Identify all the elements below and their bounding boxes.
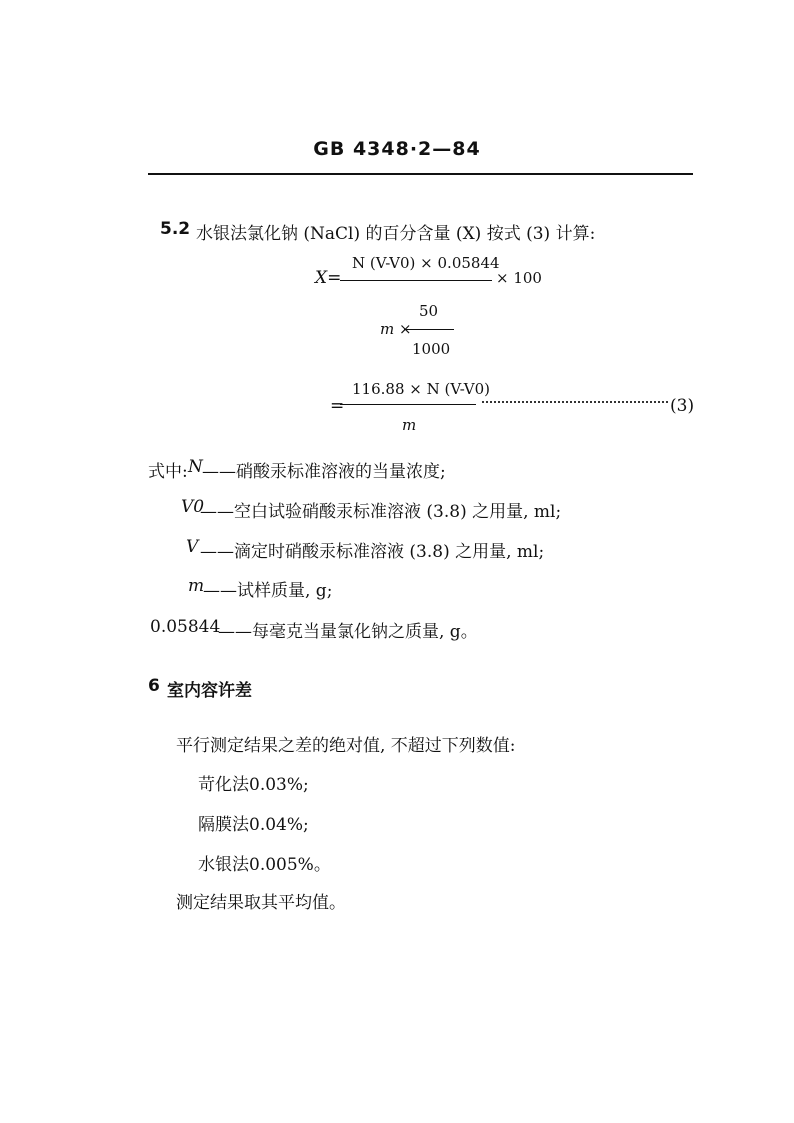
header-rule <box>148 173 693 175</box>
tolerance-item-diaphragm: 隔膜法0.04%; <box>198 815 309 835</box>
legend-text-n: ——硝酸汞标准溶液的当量浓度; <box>202 462 446 482</box>
section-6-title: 室内容许差 <box>167 681 252 701</box>
fraction-line-2 <box>340 404 476 405</box>
fraction-line-main <box>340 280 492 281</box>
legend-symbol-const: 0.05844 <box>150 617 221 637</box>
legend-symbol-n: N <box>188 457 203 477</box>
legend-text-const: ——每毫克当量氯化钠之质量, g。 <box>218 622 478 642</box>
section-6-number: 6 <box>148 676 160 696</box>
equation-number: (3) <box>670 396 695 416</box>
fraction-line-sub <box>404 329 454 330</box>
legend-symbol-m: m <box>188 576 205 596</box>
formula-lhs: X= <box>315 268 342 288</box>
formula-sub-numerator: 50 <box>419 302 439 320</box>
formula-numerator-2: 116.88 × N (V-V0) <box>352 380 490 398</box>
section-number: 5.2 <box>160 219 191 239</box>
formula-equals: = <box>330 396 345 416</box>
legend-symbol-v: V <box>186 537 199 557</box>
tolerance-item-mercury: 水银法0.005%。 <box>198 855 331 875</box>
formula-denominator-prefix: m × <box>380 320 412 338</box>
legend-intro: 式中: <box>148 462 188 482</box>
leader-dots <box>482 401 668 403</box>
legend-text-m: ——试样质量, g; <box>203 581 333 601</box>
formula-sub-denominator: 1000 <box>412 340 451 358</box>
formula-denominator-2: m <box>402 416 417 434</box>
tolerance-item-caustic: 苛化法0.03%; <box>198 775 309 795</box>
section-text: 水银法氯化钠 (NaCl) 的百分含量 (X) 按式 (3) 计算: <box>196 224 596 244</box>
section-6-closing: 测定结果取其平均值。 <box>176 893 346 913</box>
legend-text-v0: ——空白试验硝酸汞标准溶液 (3.8) 之用量, ml; <box>200 502 562 522</box>
formula-numerator: N (V-V0) × 0.05844 <box>352 254 500 272</box>
formula-times-100: × 100 <box>496 269 542 287</box>
legend-symbol-v0: V0 <box>181 497 205 517</box>
legend-text-v: ——滴定时硝酸汞标准溶液 (3.8) 之用量, ml; <box>200 542 545 562</box>
document-header: GB 4348·2—84 <box>313 138 481 160</box>
section-6-intro: 平行测定结果之差的绝对值, 不超过下列数值: <box>176 736 516 756</box>
